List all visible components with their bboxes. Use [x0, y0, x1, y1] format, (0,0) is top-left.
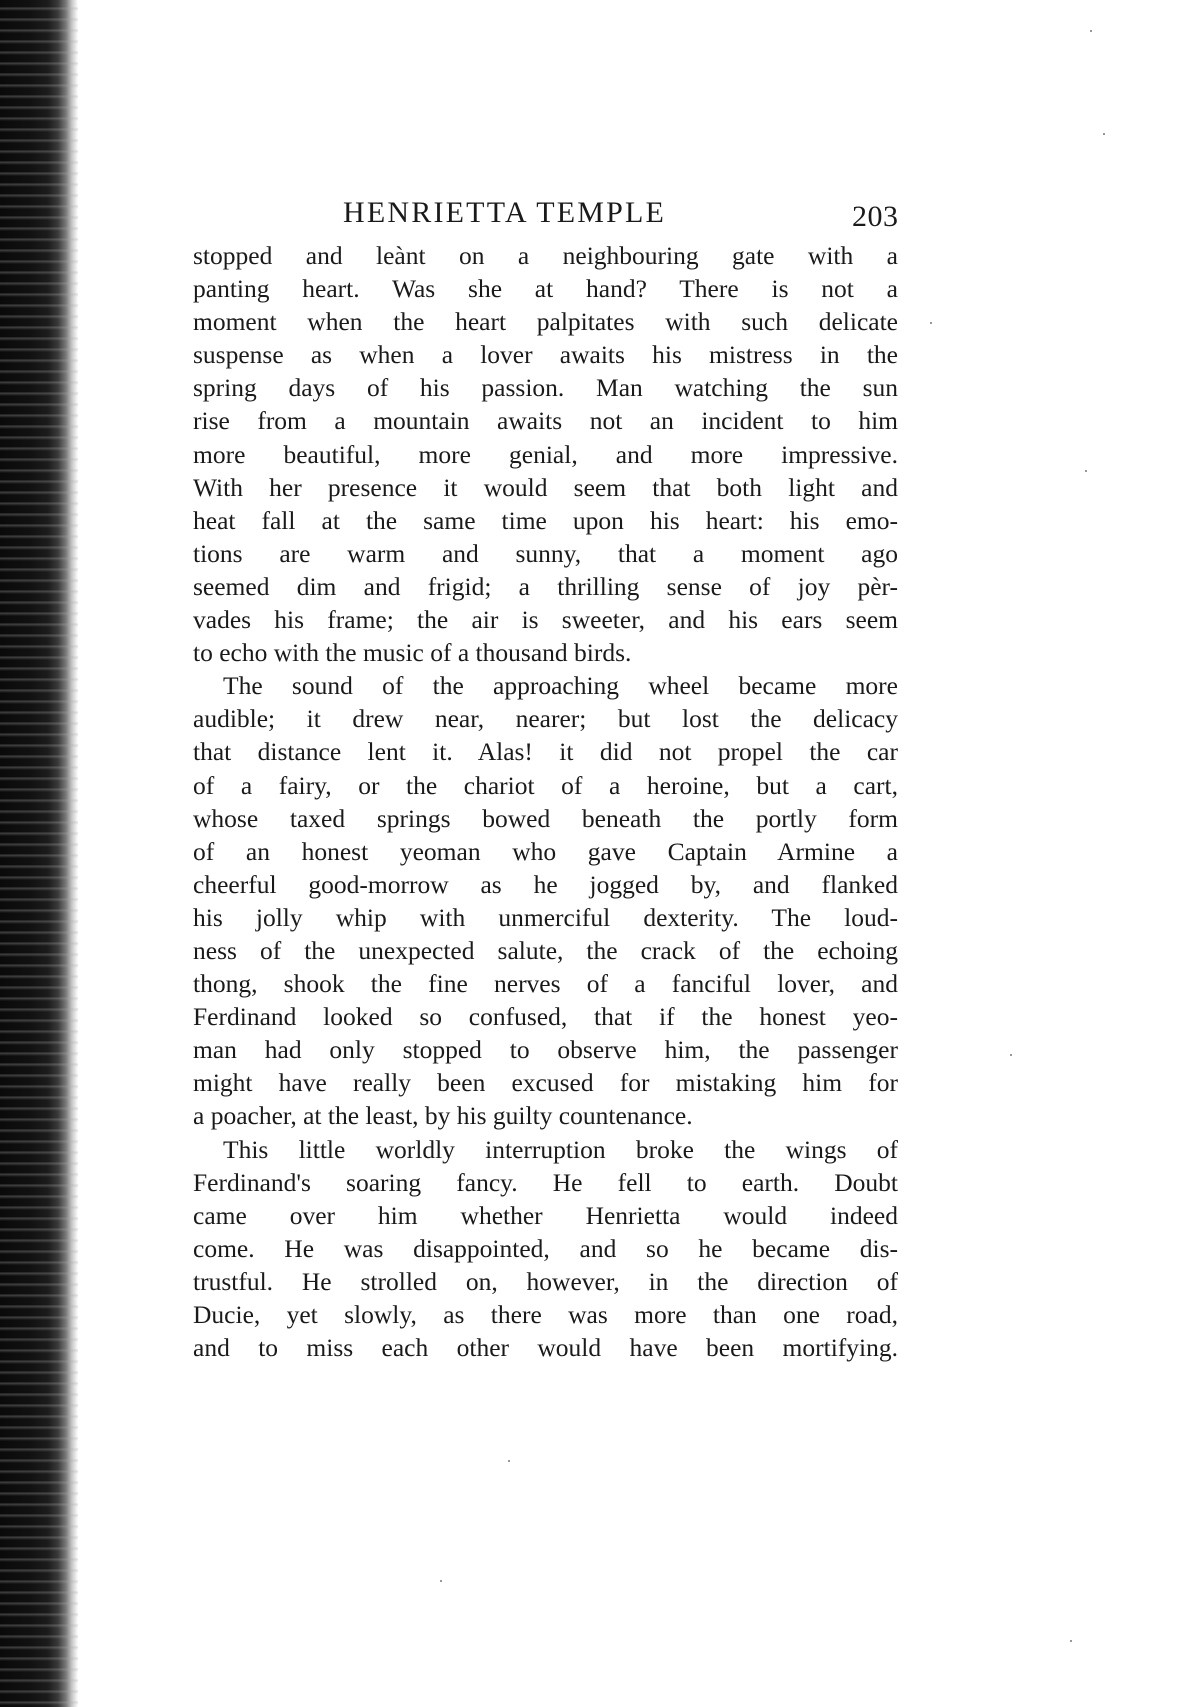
text-line: moment when the heart palpitates with such delicate	[193, 307, 898, 337]
text-line: come. He was disappointed, and so he became dis-	[193, 1233, 898, 1263]
page-number: 203	[852, 200, 899, 233]
text-line: his jolly whip with unmerciful dexterity. The loud-	[193, 902, 898, 932]
text-line: trustful. He strolled on, however, in the direction of	[193, 1266, 898, 1296]
text-line: panting heart. Was she at hand? There is not a	[193, 274, 898, 304]
body-text	[193, 239, 898, 1364]
text-line: tions are warm and sunny, that a moment ago	[193, 538, 898, 568]
text-line: rise from a mountain awaits not an incident to him	[193, 406, 898, 436]
text-line: of an honest yeoman who gave Captain Armine a	[193, 836, 898, 866]
text-line: that distance lent it. Alas! it did not propel the car	[193, 737, 898, 767]
text-line: suspense as when a lover awaits his mistress in the	[193, 340, 898, 370]
page-speck	[1010, 1054, 1012, 1056]
text-line: Ferdinand looked so confused, that if the honest yeo-	[193, 1002, 898, 1032]
page-speck	[930, 322, 932, 324]
text-line: a poacher, at the least, by his guilty countenance.	[193, 1101, 693, 1131]
text-line: spring days of his passion. Man watching the sun	[193, 373, 898, 403]
running-header	[0, 196, 1179, 236]
text-line: audible; it drew near, nearer; but lost the delicacy	[193, 704, 898, 734]
text-line: ness of the unexpected salute, the crack of the echoing	[193, 935, 898, 965]
text-line: thong, shook the fine nerves of a fanciful lover, and	[193, 969, 898, 999]
text-line: vades his frame; the air is sweeter, and his ears seem	[193, 605, 898, 635]
text-line: Ducie, yet slowly, as there was more than one road,	[193, 1300, 898, 1329]
page-speck	[508, 1460, 510, 1462]
page-speck	[1070, 1640, 1072, 1642]
text-line: came over him whether Henrietta would indeed	[193, 1200, 898, 1230]
text-line: and to miss each other would have been mortifying.	[193, 1333, 898, 1363]
paragraph	[193, 239, 898, 669]
binding-gutter	[0, 0, 78, 1707]
text-line: stopped and leànt on a neighbouring gate with a	[193, 241, 898, 270]
page-speck	[440, 1580, 442, 1582]
paragraph	[193, 1133, 898, 1365]
text-line: heat fall at the same time upon his heart: his emo-	[193, 505, 898, 535]
text-line: This little worldly interruption broke the wings of	[223, 1134, 898, 1164]
text-line: more beautiful, more genial, and more impressive.	[193, 439, 898, 469]
text-line: to echo with the music of a thousand birds.	[193, 638, 632, 668]
text-line: might have really been excused for mistaking him for	[193, 1068, 898, 1098]
text-line: seemed dim and frigid; a thrilling sense of joy pèr-	[193, 571, 898, 601]
text-line: whose taxed springs bowed beneath the portly form	[193, 803, 898, 833]
page-speck	[1103, 133, 1105, 135]
page-speck	[1090, 30, 1092, 32]
text-line: cheerful good-morrow as he jogged by, and flanked	[193, 869, 898, 899]
paragraph	[193, 669, 898, 1132]
text-line: of a fairy, or the chariot of a heroine, but a cart,	[193, 770, 898, 800]
text-line: Ferdinand's soaring fancy. He fell to earth. Doubt	[193, 1167, 898, 1197]
page-speck	[1085, 470, 1087, 472]
text-line: The sound of the approaching wheel became more	[223, 671, 898, 701]
text-line: With her presence it would seem that both light and	[193, 472, 898, 502]
running-title: HENRIETTA TEMPLE	[343, 196, 667, 229]
text-line: man had only stopped to observe him, the passenger	[193, 1035, 898, 1065]
